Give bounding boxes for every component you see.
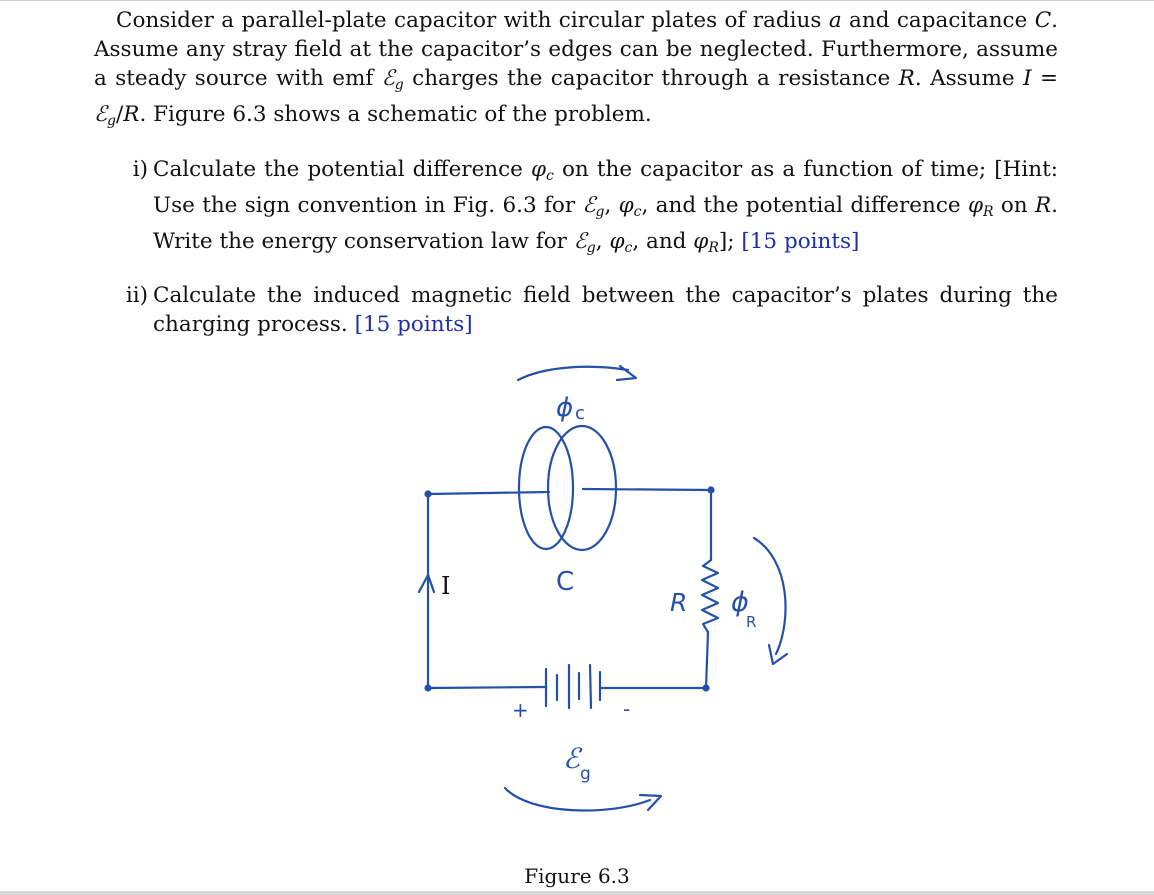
wire-bottom-left [428, 687, 546, 688]
math-slash: / [116, 102, 124, 127]
math-emf: ℰ [381, 66, 395, 91]
points-label: [15 points] [741, 229, 860, 254]
item-text: , and [632, 229, 694, 254]
phi-r-arc [754, 538, 786, 654]
label-plus: + [512, 698, 529, 722]
page-bottom-border [0, 891, 1154, 895]
item-text: , and the potential difference [641, 193, 968, 218]
wire-right-lower [706, 632, 708, 688]
item-text: on [993, 193, 1035, 218]
item-text: Calculate the potential difference [153, 157, 531, 182]
math-emf: ℰ [573, 229, 587, 254]
battery-plate [590, 665, 591, 708]
intro-text: . Assume [914, 66, 1024, 91]
label-phi-c-sub: c [575, 403, 585, 424]
math-comma: , [595, 229, 610, 254]
item-text: ]; [718, 229, 742, 254]
phi-c-arc [518, 367, 628, 380]
math-phi: φ [967, 193, 983, 218]
node-dot [426, 686, 431, 691]
intro-text: . Figure 6.3 shows a schematic of the problem. [139, 102, 652, 127]
capacitor-plate-right [548, 426, 616, 550]
math-R: R [898, 66, 915, 91]
math-sub-R: R [708, 240, 719, 256]
math-sub-g: g [586, 240, 596, 256]
math-sub-c: c [633, 204, 642, 220]
label-resistor: R [670, 588, 688, 617]
item-text: . Write the energy conservation law for [153, 193, 1059, 254]
node-dot [709, 488, 714, 493]
item-marker: ii) [125, 283, 148, 308]
label-current: I [441, 572, 451, 600]
label-phi-r-sub: R [746, 613, 757, 631]
label-minus: - [623, 697, 631, 721]
item-marker: i) [132, 157, 148, 182]
intro-text: Consider a parallel-plate capacitor with circular plates of radius [116, 8, 829, 33]
label-emf-sub: g [580, 764, 591, 784]
label-capacitor: C [556, 567, 575, 597]
math-I: I [1023, 66, 1032, 91]
points-label: [15 points] [354, 312, 473, 337]
math-R: R [123, 102, 140, 127]
math-comma: , [604, 193, 619, 218]
intro-text: and capacitance [841, 8, 1035, 33]
math-emf: ℰ [94, 102, 108, 127]
math-sub-c: c [624, 240, 633, 256]
figure-caption: Figure 6.3 [524, 864, 630, 888]
wire-top-left [428, 492, 549, 494]
math-sub-g: g [394, 77, 404, 93]
label-phi-r: ϕ [731, 587, 749, 618]
math-sub-R: R [983, 204, 994, 220]
math-equals: = [1031, 66, 1058, 91]
item-text: Calculate the induced magnetic field between the capacitor’s plates during the charging process. [153, 283, 1058, 337]
item-text: on the capacitor as a function of time; [Hint: Use the sign convention in Fig. 6.3 for [153, 157, 1058, 218]
node-dot [426, 492, 431, 497]
current-arrowhead [419, 575, 434, 592]
math-R: R [1034, 193, 1052, 218]
capacitor-plate-left [519, 427, 573, 549]
math-a: a [828, 8, 842, 33]
node-dot [704, 686, 709, 691]
emf-arc [505, 788, 650, 810]
wire-top-right [583, 489, 711, 490]
math-C: C [1034, 8, 1052, 33]
math-sub-g: g [107, 113, 116, 129]
math-phi: φ [618, 193, 634, 218]
label-emf: ℰ [563, 742, 580, 775]
label-phi-c: ϕ [556, 393, 574, 423]
math-sub-g: g [595, 204, 605, 220]
intro-text: . Assume any stray field at the capacitor’s edges can be neglected. Furthermore, assume a steady source with emf [94, 8, 1058, 91]
math-sub-c: c [546, 168, 554, 184]
math-phi: φ [609, 229, 625, 254]
intro-text: charges the capacitor through a resistance [403, 66, 899, 91]
resistor-zigzag [702, 560, 718, 632]
math-phi: φ [693, 229, 709, 254]
math-phi: φ [530, 157, 547, 182]
math-emf: ℰ [582, 193, 596, 218]
